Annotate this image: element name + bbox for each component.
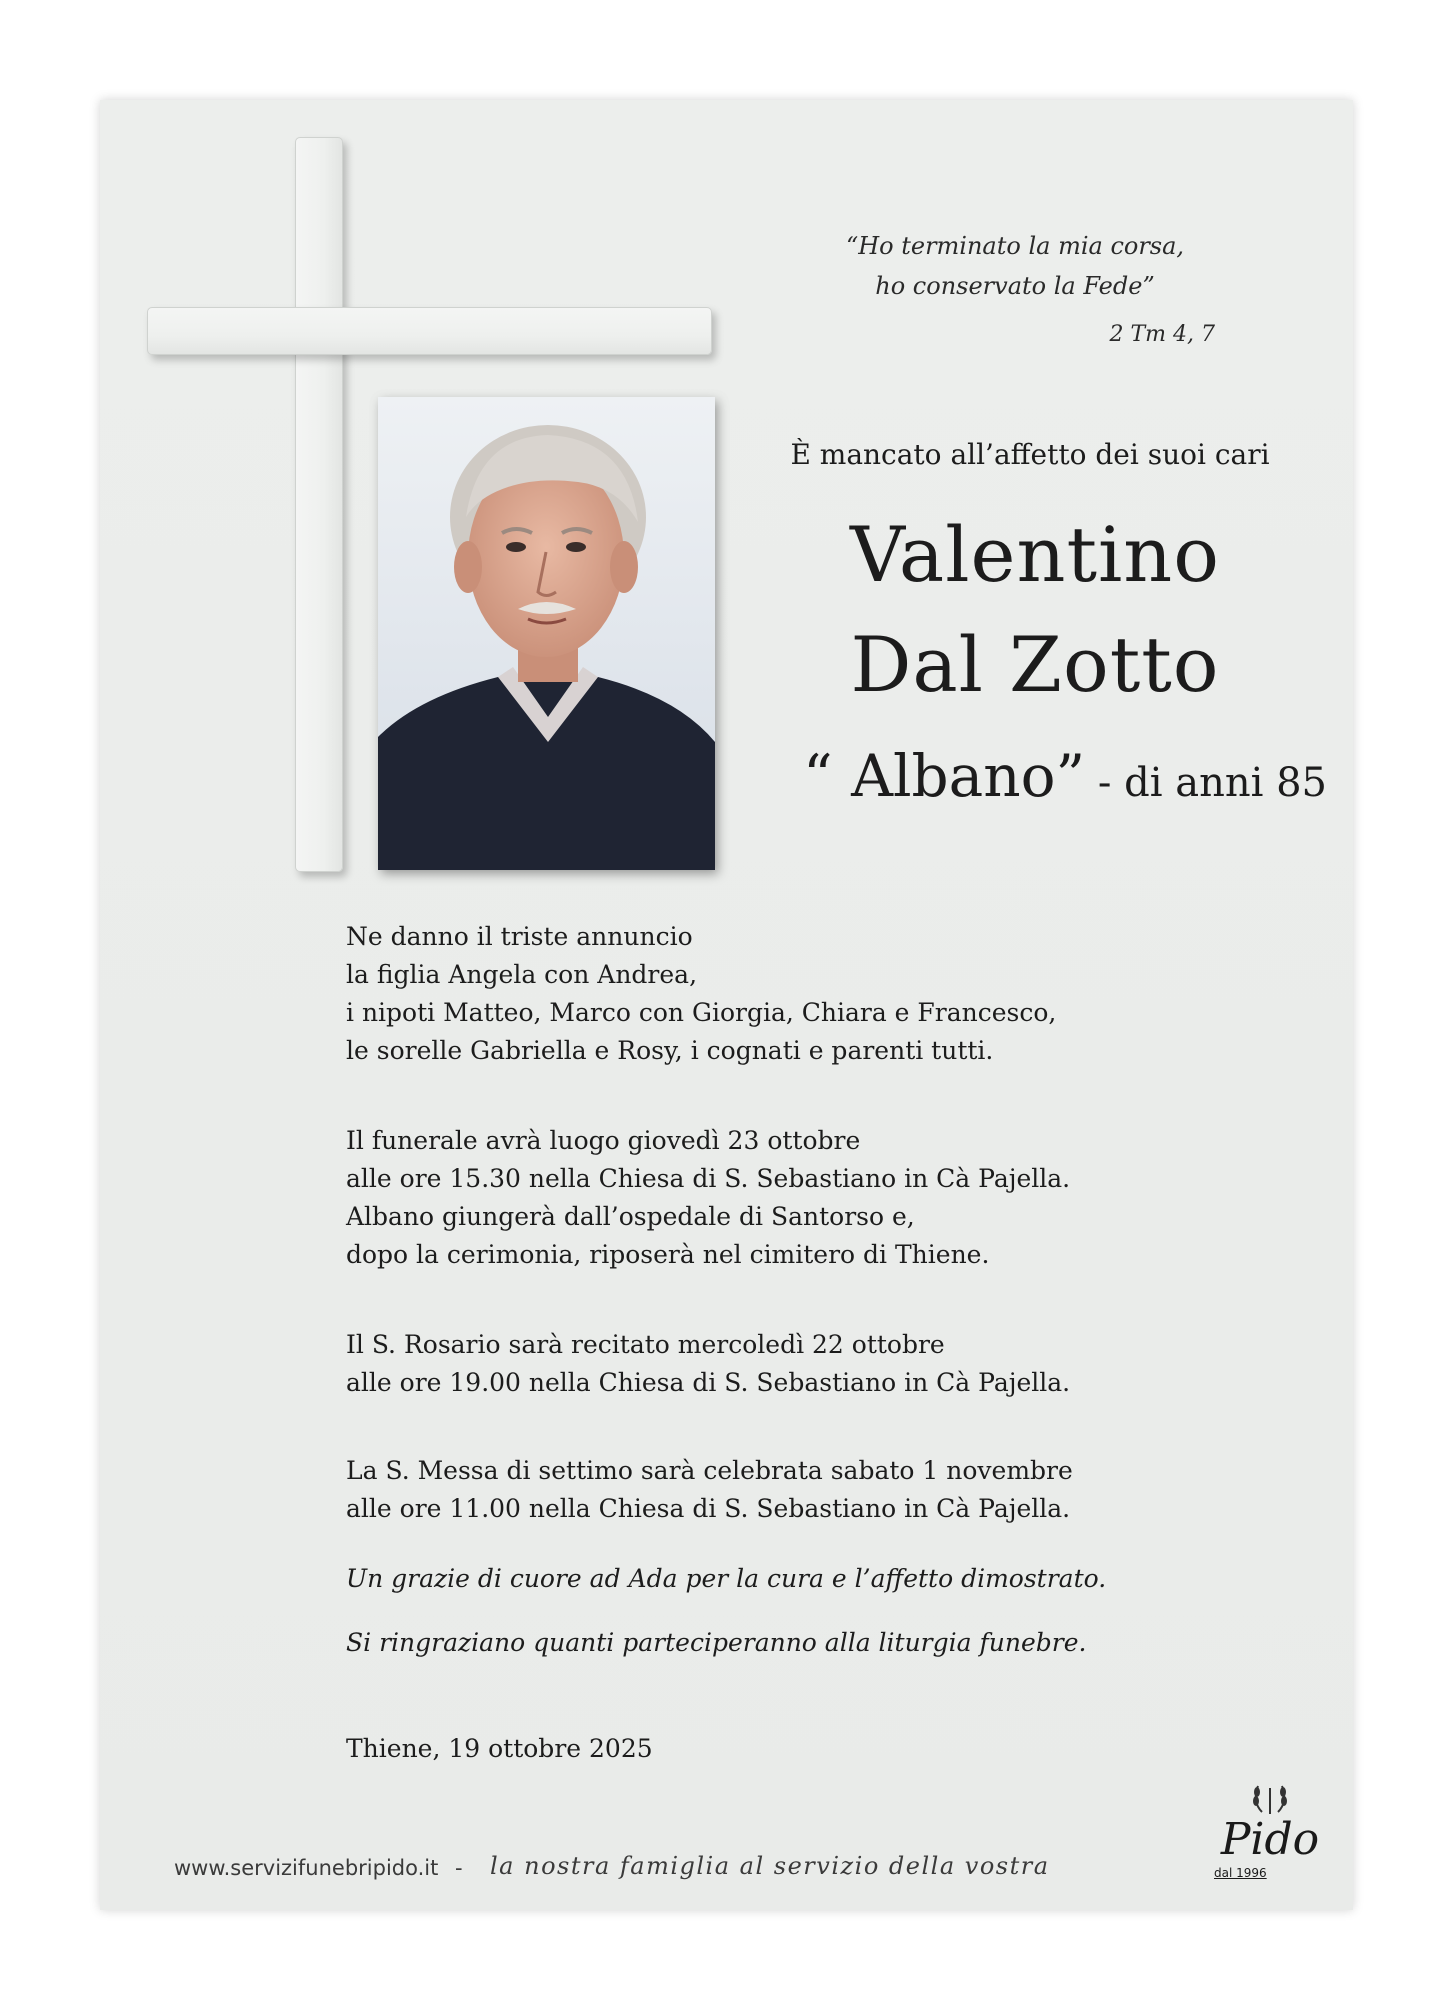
quote-reference: 2 Tm 4, 7 <box>1109 322 1215 347</box>
portrait-photo <box>378 397 715 870</box>
nickname-age-line <box>750 742 1380 810</box>
thanks-all: Si ringraziano quanti parteciperanno alla liturgia funebre. <box>346 1628 1087 1657</box>
last-name: Dal Zotto <box>850 620 1220 709</box>
thanks-ada: Un grazie di cuore ad Ada per la cura e l’affetto dimostrato. <box>346 1564 1107 1593</box>
nickname: “ Albano” <box>803 742 1086 810</box>
funeral-info <box>346 1122 1246 1274</box>
place-date: Thiene, 19 ottobre 2025 <box>346 1734 653 1763</box>
footer-website[interactable] <box>174 1856 463 1880</box>
funeral-line: dopo la cerimonia, riposerà nel cimitero di Thiene. <box>346 1240 990 1269</box>
family-line: la figlia Angela con Andrea, <box>346 960 698 989</box>
funeral-line: Il funerale avrà luogo giovedì 23 ottobre <box>346 1126 861 1155</box>
quote-line-1: “Ho terminato la mia corsa, <box>845 232 1185 260</box>
family-announcement <box>346 918 1246 1070</box>
mass-line: La S. Messa di settimo sarà celebrata sabato 1 novembre <box>346 1456 1073 1485</box>
logo-name: Pido <box>1220 1814 1320 1865</box>
mass-info <box>346 1452 1246 1528</box>
bible-quote <box>800 226 1230 306</box>
obituary-card <box>100 100 1353 1910</box>
footer-separator: - <box>455 1856 463 1880</box>
portrait-illustration <box>378 397 715 870</box>
mass-line: alle ore 11.00 nella Chiesa di S. Sebastiano in Cà Pajella. <box>346 1494 1071 1523</box>
first-name: Valentino <box>850 510 1220 599</box>
age: - di anni 85 <box>1085 760 1327 806</box>
cross-horizontal-beam <box>147 307 712 355</box>
family-line: le sorelle Gabriella e Rosy, i cognati e parenti tutti. <box>346 1036 994 1065</box>
family-line: i nipoti Matteo, Marco con Giorgia, Chiara e Francesco, <box>346 998 1057 1027</box>
intro-text: È mancato all’affetto dei suoi cari <box>790 438 1270 471</box>
rosary-line: alle ore 19.00 nella Chiesa di S. Sebastiano in Cà Pajella. <box>346 1368 1071 1397</box>
quote-line-2: ho conservato la Fede” <box>875 272 1155 300</box>
funeral-line: alle ore 15.30 nella Chiesa di S. Sebastiano in Cà Pajella. <box>346 1164 1071 1193</box>
funeral-line: Albano giungerà dall’ospedale di Santorso e, <box>346 1202 915 1231</box>
logo-since: dal 1996 <box>1214 1866 1267 1880</box>
rosary-line: Il S. Rosario sarà recitato mercoledì 22 ottobre <box>346 1330 945 1359</box>
family-line: Ne danno il triste annuncio <box>346 922 693 951</box>
website-link[interactable]: www.servizifunebripido.it <box>174 1856 439 1880</box>
footer-tagline: la nostra famiglia al servizio della vostra <box>490 1852 1050 1880</box>
rosary-info <box>346 1326 1246 1402</box>
pido-logo <box>1200 1780 1340 1880</box>
deceased-name <box>740 500 1330 720</box>
cross-vertical-beam <box>295 137 343 872</box>
